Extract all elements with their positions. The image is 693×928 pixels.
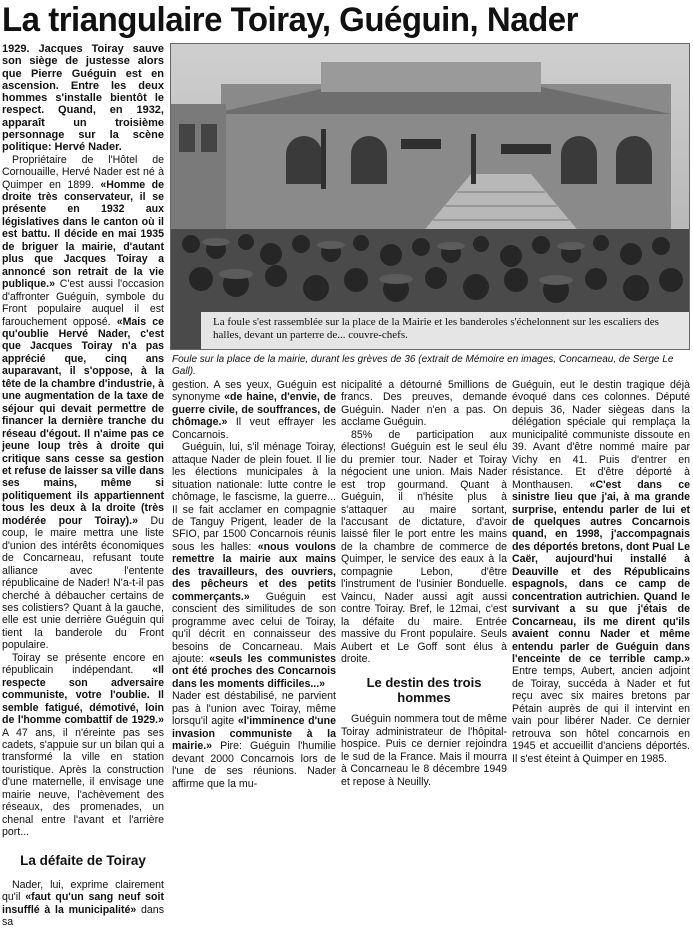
lead-paragraph: 1929. Jacques Toiray sauve son siège de justesse alors que Pierre Guéguin est en ascension. Entre les deux hommes s'installe bientôt le respect. Quand, en 1932, apparaît un troisième personnage sur la scène politique: Hervé Nader. (2, 43, 164, 154)
quote: «Mais ce qu'oublie Hervé Nader, c'est que Jacques Toiray n'a pas apprécié que, cinq ans auparavant, il s'oppose, à la tête de la chambre d'industrie, à une augmentation de la taxe de séjour qui devait permettre de financer la dernière tranche du réseau d'égout. Il n'aime pas ce jeune loup très à droite qui critique sans cesse sa gestion et refuse de laisser sa ville dans ses mains, même si politiquement ils appartiennent tous les deux à la droite (très modérée pour Toiray).» (2, 315, 165, 527)
text: Guéguin est conscient des similitudes de son programme avec celui de Toiray, qu'il décrit en connaisseur des besoins de Concarneau. Mais ajoute: (172, 590, 336, 665)
text: gestion. A ses yeux, Guéguin est synonyme (172, 379, 336, 404)
col1-paragraph (2, 879, 164, 928)
col1-paragraph (2, 652, 164, 839)
text: Du coup, le maire mettra une liste d'union des intérêts économiques de Concarneau, refusant toute alliance avec l'entente républicaine de Nader! N'a-t-il pas cherché à débaucher certains de ses colistiers? Quant à la gauche, elle est unie derrière Guéguin qui tient la banderole du Front populaire. (2, 514, 164, 652)
article-column-1 (2, 43, 165, 928)
text: Guéguin, eut le destin tragique déjà évoqué dans ces colonnes. Député depuis 36, Nader siègeas dans la délégation spéciale qui remplaça la municipalité communiste dissoute en 39. Avant d'être nommé maire par Vichy en 41. Puis d'entrer en résistance. Et d'être déporté à Monthausen. (512, 379, 690, 491)
col2-paragraph (172, 379, 336, 441)
quote: «Homme de droite très conservateur, il se présente en 1932 aux législatives dans le canton où il est battu. Il décide en mai 1935 de briguer la mairie, d'autant plus que Jacques Toiray a annoncé son retrait de la vie publique.» (2, 178, 164, 291)
quote: «nous voulons remettre la mairie aux mains des travailleurs, des ouvriers, des pêcheurs et des petits commerçants.» (172, 540, 336, 603)
text: A 47 ans, il n'éreinte pas ses cadets, s'appuie sur un bilan qui a transformé la ville en station touristique. Après la construction d'une maternelle, il envisage une mairie neuve, l'achèvement des réseaux, des promenades, un chenal entre l'avant et l'arrière port... (2, 726, 164, 839)
subheading-destiny: Le destin des trois hommes (366, 675, 482, 706)
col3-paragraph: nicipalité a détourné 5millions de francs. Des preuves, demande Guéguin. Nader n'en a pas. On acclame Guéguin. (341, 379, 507, 429)
quote: «l'imminence d'une invasion communiste à la mairie.» (172, 715, 337, 753)
text: Toiray se présente encore en républicain indépendant. (2, 651, 164, 677)
article-column-2 (172, 379, 337, 790)
col3-paragraph: Guéguin nommera tout de même Toiray administrateur de l'hôpital-hospice. Puis ce dernier rejoindra le sud de la France. Mais il mourra à Concarneau le 8 décembre 1949 et repose à Neuilly. (341, 713, 507, 788)
quote: «C'est dans ce sinistre lieu que j'ai, à ma grande surprise, entendu parler de lui et de quelques autres Concarnois quand, en 1998, j'accompagnais des déportés bretons, dont Pual Le Caër, aujourd'hui installé à Deauville et des Républicains espagnols, dans ce camp de concentration autrichien. Quand le survivant a su que j'étais de Concarneau, ils me dirent qu'ils avaient connu Nader et même entendu parler de Guéguin dans l'enceinte de ce terrible camp.» (512, 478, 690, 665)
text: Il veut effrayer les Concarnois. (172, 416, 336, 441)
col3-paragraph: 85% de participation aux élections! Guéguin est le seul élu du premier tour. Nader et Toiray négocient une union. Mais Nader est trop gourmand. Quant à Guéguin, il n'hésite plus à s'attaquer au maire sortant, l'accusant de dictature, d'avoir laissé filer le port entre les mains de la chambre de commerce de Quimper, le service des eaux à la compagnie Lebon, d'être l'instrument de l'usinier Bonduelle. Vaincu, Nader aussi agit aussi contre Toiray. Bref, le 12mai, c'est la défaite du maire. Entrée massive du Front populaire. Seuls Aubert et Le Goff sont élus à droite. (341, 428, 507, 665)
text: dans sa (2, 903, 164, 928)
article-column-4 (512, 379, 690, 765)
photo-caption: Foule sur la place de la mairie, durant les grèves de 36 (extrait de Mémoire en images, Concarneau, de Serge Le Gall). (172, 354, 674, 377)
text: Guéguin, lui, s'il ménage Toiray, attaque Nader de plein fouet. Il lie les élections municipales à la situation nationale: lutte contre le chômage, le fascisme, la guerre... Il se fait acclamer en compagnie de Tanguy Prigent, leader de la SFIO, par 1500 Concarnois réunis sous les halles: (172, 441, 336, 553)
quote: «faut qu'un sang neuf soit insufflé à la municipalité» (2, 891, 164, 916)
text: Entre temps, Aubert, ancien adjoint de Toiray, succéda à Nader et fut reçu avec six maires bretons par Pétain auprès de qui il intervint en vain pour libérer Nader. Ce dernier retrouva son hôtel concarnois en 1945 et accueillit d'anciens déportés. Il s'est éteint à Quimper en 1985. (512, 665, 690, 765)
text: Propriétaire de l'Hôtel de Cornouaille, Hervé Nader est né à Quimper en 1899. (2, 153, 164, 191)
archive-photo (170, 43, 690, 350)
text: Nader est déstabilisé, ne parvient pas à l'union avec Toiray, même lorsqu'il agite (172, 690, 336, 728)
quote: «de haine, d'envie, de guerre civile, de souffrances, de chômage.» (172, 391, 336, 429)
text: Pire: Guéguin l'humilie devant 2000 Concarnois lors de l'une de ses réunions. Nader affirme que la mu- (172, 740, 336, 790)
quote: «seuls les communistes ont été proches des Concarnois dans les moments difficiles...» (172, 652, 336, 690)
text: C'est aussi l'occasion d'affronter Guéguin, symbole du Front populaire auquel il est farouchement opposé. (2, 278, 164, 328)
col4-paragraph (512, 379, 690, 765)
article-column-3 (341, 379, 507, 788)
quote: «Il respecte son adversaire communiste, votre l'oublie. Il semble fatigué, démotivé, loin de l'homme combattif de 1929.» (2, 664, 164, 727)
crowd-scene-illustration (171, 44, 689, 349)
headline: La triangulaire Toiray, Guéguin, Nader (2, 1, 578, 39)
text: Nader, lui, exprime clairement qu'il (2, 878, 164, 904)
photo-inner-caption: La foule s'est rassemblée sur la place de la Mairie et les banderoles s'échelonnent sur les escaliers des halles, devant un parterre de... couvre-chefs. (213, 316, 659, 341)
col2-paragraph (172, 441, 336, 690)
col2-paragraph (172, 690, 336, 790)
col1-paragraph (2, 154, 164, 652)
subheading-defeat: La défaite de Toiray (20, 852, 146, 868)
